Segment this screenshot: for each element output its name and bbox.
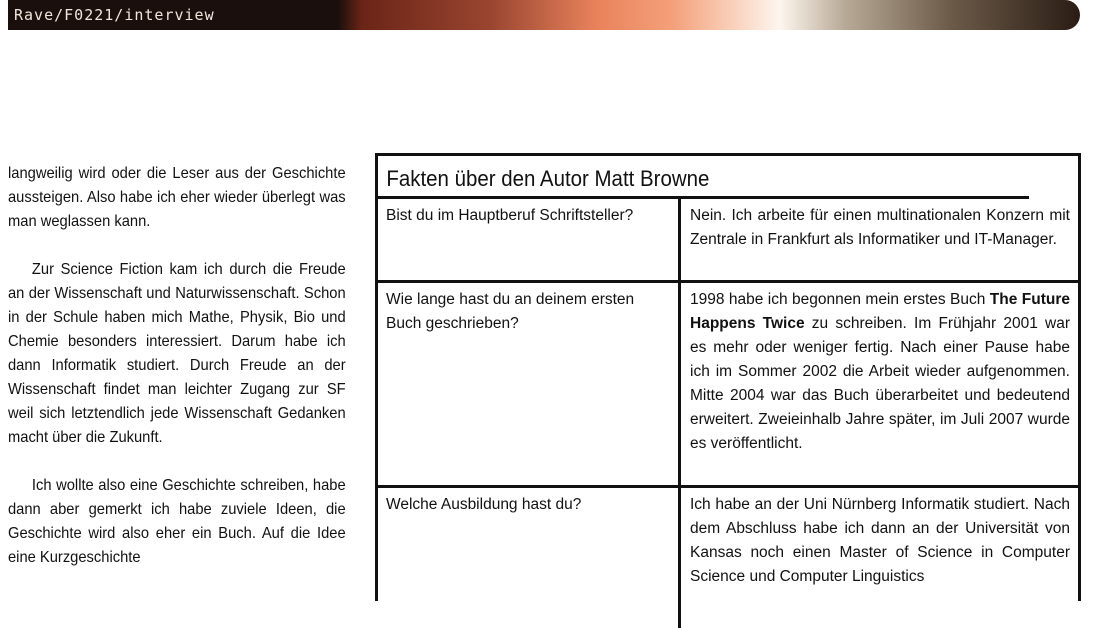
- article-paragraph: Zur Science Fiction kam ich durch die Freude an der Wissenschaft und Naturwissenschaft. Schon in der Schule haben mich Mathe, Physik, Bio und Chemie besonders interessiert. Darum habe ich dann Informatik studiert. Durch Freude an der Wissenschaft findet man leichter Zugang zur SF weil sich letztendlich jede Wissenschaft Gedanken macht über die Zukunft.: [8, 261, 346, 446]
- header-bar: [8, 0, 1080, 30]
- fact-answer: [681, 283, 1078, 485]
- fact-answer: Nein. Ich arbeite für einen multinationalen Konzern mit Zentrale in Frankfurt als Informatiker und IT-Manager.: [690, 207, 1070, 248]
- book-title: The Future Happens Twice: [690, 291, 1070, 332]
- fact-question: Welche Ausbildung hast du?: [378, 488, 681, 628]
- fact-question: Wie lange hast du an deinem ersten Buch geschrieben?: [378, 283, 681, 485]
- factbox-title: Fakten über den Autor Matt Browne: [378, 156, 1029, 199]
- fact-answer-text: 1998 habe ich begonnen mein erstes Buch: [690, 291, 986, 308]
- article-paragraph: langweilig wird oder die Leser aus der Geschichte aussteigen. Also habe ich eher wieder überlegt was man weglassen kann.: [8, 165, 346, 230]
- fact-answer-text: zu schreiben. Im Frühjahr 2001 war es mehr oder weniger fertig. Nach einer Pause habe ich im Sommer 2002 die Arbeit wieder aufgenommen. Mitte 2004 war das Buch überarbeitet und bedeutend erweitert. Zweieinhalb Jahre später, im Juli 2007 wurde es veröffentlicht.: [690, 315, 1071, 452]
- fact-row: [378, 488, 1078, 628]
- fact-row: [378, 199, 1078, 283]
- breadcrumb: Rave/F0221/interview: [14, 6, 215, 24]
- article-column: [8, 162, 346, 594]
- fact-question: Bist du im Hauptberuf Schriftsteller?: [378, 199, 681, 280]
- article-paragraph: Ich wollte also eine Geschichte schreiben, habe dann aber gemerkt ich habe zuviele Ideen, die Geschichte wird also eher ein Buch. Auf die Idee eine Kurzgeschichte: [8, 477, 346, 566]
- fact-answer: Ich habe an der Uni Nürnberg Informatik studiert. Nach dem Abschluss habe ich dann an der Universität von Kansas noch einen Master of Science in Computer Science und Computer Linguistics: [690, 496, 1070, 585]
- author-facts-box: [375, 153, 1081, 601]
- fact-row: [378, 283, 1078, 488]
